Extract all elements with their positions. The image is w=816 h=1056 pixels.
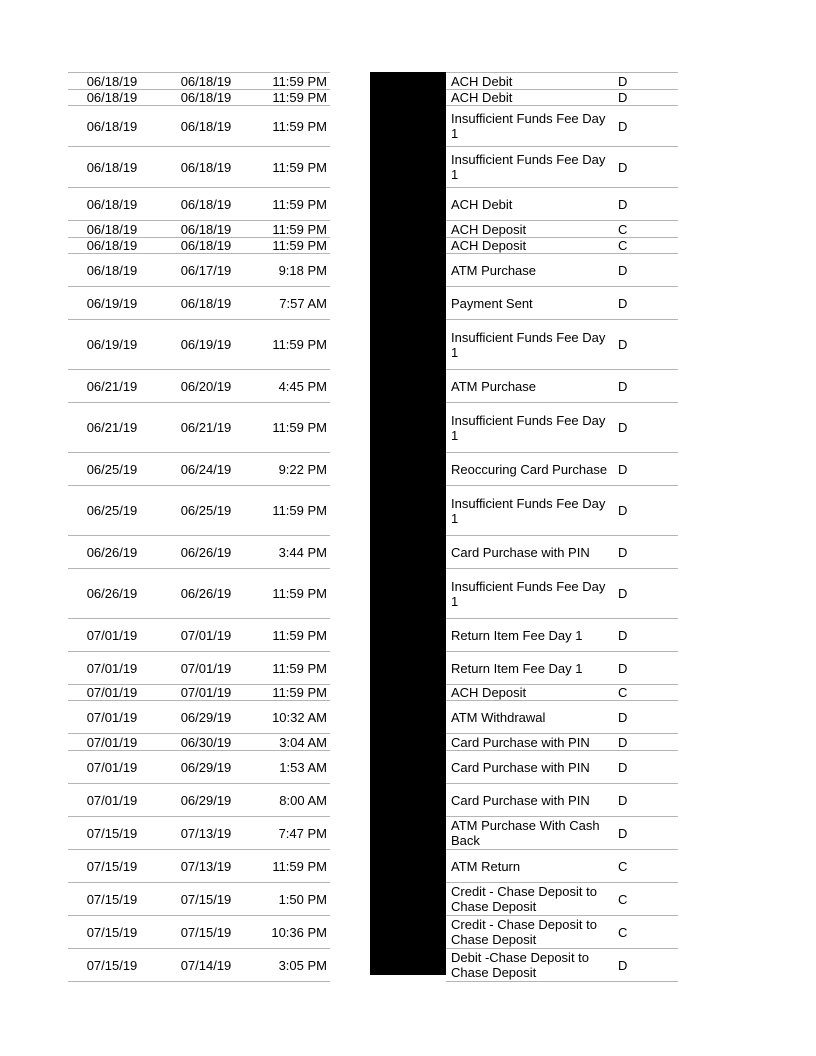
transaction-time: 11:59 PM bbox=[272, 337, 327, 352]
transaction-date: 06/29/19 bbox=[180, 709, 232, 725]
posted-date: 07/01/19 bbox=[86, 685, 138, 700]
transaction-date: 06/26/19 bbox=[180, 544, 232, 560]
transaction-description: ATM Withdrawal bbox=[451, 709, 546, 725]
transaction-time: 11:59 PM bbox=[272, 118, 327, 134]
table-row bbox=[68, 370, 330, 403]
transaction-time: 11:59 PM bbox=[272, 858, 327, 874]
transaction-time: 3:04 AM bbox=[279, 734, 327, 750]
table-row bbox=[68, 751, 330, 784]
table-row bbox=[446, 817, 678, 850]
transaction-type: C bbox=[618, 685, 628, 700]
transaction-date: 06/18/19 bbox=[180, 295, 232, 311]
table-row bbox=[68, 106, 330, 147]
table-row bbox=[446, 221, 678, 238]
transaction-date: 07/13/19 bbox=[180, 825, 232, 841]
transaction-date: 06/29/19 bbox=[180, 759, 232, 775]
table-row bbox=[68, 685, 330, 701]
transaction-time: 7:57 AM bbox=[279, 295, 327, 311]
transaction-description: Card Purchase with PIN bbox=[451, 544, 590, 560]
transaction-type: D bbox=[618, 196, 628, 212]
transaction-time: 3:05 PM bbox=[278, 957, 327, 973]
transaction-date: 06/30/19 bbox=[180, 734, 232, 750]
table-row bbox=[68, 916, 330, 949]
posted-date: 06/18/19 bbox=[86, 159, 138, 175]
posted-date: 06/18/19 bbox=[86, 90, 138, 105]
transaction-description: Return Item Fee Day 1 bbox=[451, 627, 583, 643]
table-row bbox=[446, 73, 678, 90]
transaction-type: C bbox=[618, 924, 628, 940]
transaction-description: Insufficient Funds Fee Day 1 bbox=[451, 578, 606, 609]
transaction-date: 06/18/19 bbox=[180, 221, 232, 237]
transaction-description: Insufficient Funds Fee Day 1 bbox=[451, 111, 606, 141]
transaction-date: 06/29/19 bbox=[180, 792, 232, 808]
transaction-description: ACH Debit bbox=[451, 73, 513, 89]
transaction-description: Card Purchase with PIN bbox=[451, 734, 590, 750]
table-row bbox=[446, 147, 678, 188]
transaction-date: 07/01/19 bbox=[180, 627, 232, 643]
transaction-description: Payment Sent bbox=[451, 295, 533, 311]
transaction-time: 3:44 PM bbox=[278, 544, 327, 560]
transaction-description: Insufficient Funds Fee Day 1 bbox=[451, 495, 606, 526]
transaction-type: C bbox=[618, 891, 628, 907]
transaction-time: 10:32 AM bbox=[272, 709, 327, 725]
posted-date: 07/15/19 bbox=[86, 957, 138, 973]
transaction-date: 06/20/19 bbox=[180, 378, 232, 394]
transaction-time: 7:47 PM bbox=[278, 825, 327, 841]
transaction-time: 11:59 PM bbox=[272, 503, 327, 518]
transaction-type: D bbox=[618, 262, 628, 278]
table-row bbox=[446, 90, 678, 106]
transaction-type: D bbox=[618, 295, 628, 311]
posted-date: 07/01/19 bbox=[86, 709, 138, 725]
transaction-type: D bbox=[618, 734, 628, 750]
transaction-date: 06/18/19 bbox=[180, 73, 232, 89]
posted-date: 06/21/19 bbox=[86, 420, 138, 435]
posted-date: 07/15/19 bbox=[86, 858, 138, 874]
transaction-type: D bbox=[618, 90, 628, 105]
table-row bbox=[68, 73, 330, 90]
transaction-description: Credit - Chase Deposit to Chase Deposit bbox=[451, 884, 597, 914]
table-row bbox=[68, 403, 330, 453]
transaction-date: 06/17/19 bbox=[180, 262, 232, 278]
transaction-type: D bbox=[618, 544, 628, 560]
transaction-description: Return Item Fee Day 1 bbox=[451, 660, 583, 676]
transaction-date: 06/18/19 bbox=[180, 90, 232, 105]
transaction-type: D bbox=[618, 503, 628, 518]
table-row bbox=[446, 403, 678, 453]
posted-date: 06/21/19 bbox=[86, 378, 138, 394]
table-row bbox=[68, 817, 330, 850]
table-row bbox=[446, 784, 678, 817]
transaction-date: 06/18/19 bbox=[180, 159, 232, 175]
transaction-time: 11:59 PM bbox=[272, 420, 327, 435]
posted-date: 06/18/19 bbox=[86, 73, 138, 89]
table-row bbox=[68, 536, 330, 569]
transaction-date: 06/25/19 bbox=[180, 503, 232, 518]
transaction-description: Debit -Chase Deposit to Chase Deposit bbox=[451, 950, 590, 980]
posted-date: 06/19/19 bbox=[86, 337, 138, 352]
table-row bbox=[68, 254, 330, 287]
transaction-description: ACH Debit bbox=[451, 196, 513, 212]
transaction-type: D bbox=[618, 660, 628, 676]
table-row bbox=[68, 569, 330, 619]
transaction-type: D bbox=[618, 159, 628, 175]
transaction-time: 4:45 PM bbox=[278, 378, 327, 394]
transaction-date: 06/18/19 bbox=[180, 118, 232, 134]
table-row bbox=[446, 188, 678, 221]
transaction-description: Credit - Chase Deposit to Chase Deposit bbox=[451, 917, 597, 947]
transaction-description: Insufficient Funds Fee Day 1 bbox=[451, 412, 606, 443]
posted-date: 07/01/19 bbox=[86, 660, 138, 676]
posted-date: 07/15/19 bbox=[86, 924, 138, 940]
transaction-type: D bbox=[618, 792, 628, 808]
redaction-block bbox=[370, 72, 446, 975]
table-row bbox=[446, 619, 678, 652]
transaction-time: 11:59 PM bbox=[272, 238, 327, 253]
table-row bbox=[446, 685, 678, 701]
posted-date: 06/26/19 bbox=[86, 544, 138, 560]
table-row bbox=[446, 254, 678, 287]
table-row bbox=[68, 734, 330, 751]
transaction-description: ACH Deposit bbox=[451, 685, 527, 700]
posted-date: 06/19/19 bbox=[86, 295, 138, 311]
table-row bbox=[68, 652, 330, 685]
table-row bbox=[446, 106, 678, 147]
transaction-time: 11:59 PM bbox=[272, 660, 327, 676]
transaction-description: Card Purchase with PIN bbox=[451, 759, 590, 775]
transaction-type: D bbox=[618, 73, 628, 89]
transaction-date: 06/18/19 bbox=[180, 238, 232, 253]
table-row bbox=[446, 238, 678, 254]
table-row bbox=[446, 536, 678, 569]
transaction-dates-table bbox=[68, 72, 330, 982]
transaction-time: 1:50 PM bbox=[278, 891, 327, 907]
transaction-date: 06/24/19 bbox=[180, 461, 232, 477]
posted-date: 06/18/19 bbox=[86, 262, 138, 278]
posted-date: 06/25/19 bbox=[86, 503, 138, 518]
table-row bbox=[68, 221, 330, 238]
transaction-date: 07/14/19 bbox=[180, 957, 232, 973]
table-row bbox=[446, 486, 678, 536]
table-row bbox=[446, 916, 678, 949]
table-row bbox=[68, 320, 330, 370]
transaction-description: ATM Purchase bbox=[451, 262, 537, 278]
transaction-time: 10:36 PM bbox=[271, 924, 327, 940]
posted-date: 06/25/19 bbox=[86, 461, 138, 477]
transaction-time: 11:59 PM bbox=[272, 73, 327, 89]
transaction-time: 11:59 PM bbox=[272, 159, 327, 175]
transaction-date: 07/15/19 bbox=[180, 891, 232, 907]
transaction-type: D bbox=[618, 461, 628, 477]
transaction-time: 11:59 PM bbox=[272, 90, 327, 105]
transaction-time: 11:59 PM bbox=[272, 586, 327, 601]
table-row bbox=[68, 619, 330, 652]
posted-date: 07/15/19 bbox=[86, 891, 138, 907]
table-row bbox=[68, 147, 330, 188]
table-row bbox=[68, 90, 330, 106]
posted-date: 06/18/19 bbox=[86, 196, 138, 212]
transaction-description: ACH Deposit bbox=[451, 221, 527, 237]
transaction-date: 06/26/19 bbox=[180, 586, 232, 601]
table-row bbox=[446, 734, 678, 751]
table-row bbox=[446, 320, 678, 370]
table-row bbox=[446, 370, 678, 403]
transaction-description: ATM Purchase With Cash Back bbox=[451, 818, 600, 848]
transaction-time: 9:18 PM bbox=[278, 262, 327, 278]
table-row bbox=[446, 569, 678, 619]
table-row bbox=[68, 784, 330, 817]
table-row bbox=[68, 238, 330, 254]
table-row bbox=[446, 287, 678, 320]
transaction-type: D bbox=[618, 420, 628, 435]
transaction-type: D bbox=[618, 825, 628, 841]
transaction-description: ACH Deposit bbox=[451, 238, 527, 253]
table-row bbox=[446, 453, 678, 486]
transaction-type: C bbox=[618, 221, 628, 237]
transaction-type: C bbox=[618, 858, 628, 874]
table-row bbox=[68, 883, 330, 916]
transaction-date: 06/21/19 bbox=[180, 420, 232, 435]
transaction-time: 11:59 PM bbox=[272, 685, 327, 700]
transaction-description: Insufficient Funds Fee Day 1 bbox=[451, 329, 606, 360]
transaction-type: D bbox=[618, 118, 628, 134]
table-row bbox=[68, 287, 330, 320]
transaction-type: D bbox=[618, 759, 628, 775]
transaction-type: D bbox=[618, 709, 628, 725]
transaction-description: ACH Debit bbox=[451, 90, 513, 105]
table-row bbox=[446, 751, 678, 784]
table-row bbox=[446, 652, 678, 685]
transaction-time: 11:59 PM bbox=[272, 627, 327, 643]
transaction-time: 1:53 AM bbox=[279, 759, 327, 775]
table-row bbox=[446, 850, 678, 883]
transaction-date: 06/18/19 bbox=[180, 196, 232, 212]
table-row bbox=[68, 949, 330, 982]
posted-date: 06/18/19 bbox=[86, 221, 138, 237]
posted-date: 07/01/19 bbox=[86, 759, 138, 775]
transaction-type: D bbox=[618, 586, 628, 601]
transaction-descriptions-table bbox=[446, 72, 678, 982]
transaction-description: Card Purchase with PIN bbox=[451, 792, 590, 808]
transaction-date: 07/13/19 bbox=[180, 858, 232, 874]
table-row bbox=[446, 701, 678, 734]
transaction-description: ATM Purchase bbox=[451, 378, 537, 394]
transaction-type: D bbox=[618, 378, 628, 394]
posted-date: 07/15/19 bbox=[86, 825, 138, 841]
transaction-date: 06/19/19 bbox=[180, 337, 232, 352]
posted-date: 07/01/19 bbox=[86, 792, 138, 808]
transaction-date: 07/01/19 bbox=[180, 685, 232, 700]
table-row bbox=[68, 850, 330, 883]
transaction-time: 8:00 AM bbox=[279, 792, 327, 808]
transaction-time: 11:59 PM bbox=[272, 196, 327, 212]
table-row bbox=[68, 486, 330, 536]
posted-date: 06/18/19 bbox=[86, 238, 138, 253]
transaction-date: 07/15/19 bbox=[180, 924, 232, 940]
table-row bbox=[446, 883, 678, 916]
transaction-description: Insufficient Funds Fee Day 1 bbox=[451, 152, 606, 182]
table-row bbox=[68, 453, 330, 486]
table-row bbox=[68, 701, 330, 734]
transaction-type: D bbox=[618, 337, 628, 352]
transaction-type: D bbox=[618, 627, 628, 643]
transaction-type: D bbox=[618, 957, 628, 973]
posted-date: 06/26/19 bbox=[86, 586, 138, 601]
transaction-description: Reoccuring Card Purchase bbox=[451, 461, 608, 477]
posted-date: 07/01/19 bbox=[86, 627, 138, 643]
table-row bbox=[446, 949, 678, 982]
transaction-description: ATM Return bbox=[451, 858, 521, 874]
posted-date: 06/18/19 bbox=[86, 118, 138, 134]
transaction-time: 11:59 PM bbox=[272, 221, 327, 237]
table-row bbox=[68, 188, 330, 221]
transaction-type: C bbox=[618, 238, 628, 253]
posted-date: 07/01/19 bbox=[86, 734, 138, 750]
transaction-time: 9:22 PM bbox=[278, 461, 327, 477]
transaction-date: 07/01/19 bbox=[180, 660, 232, 676]
